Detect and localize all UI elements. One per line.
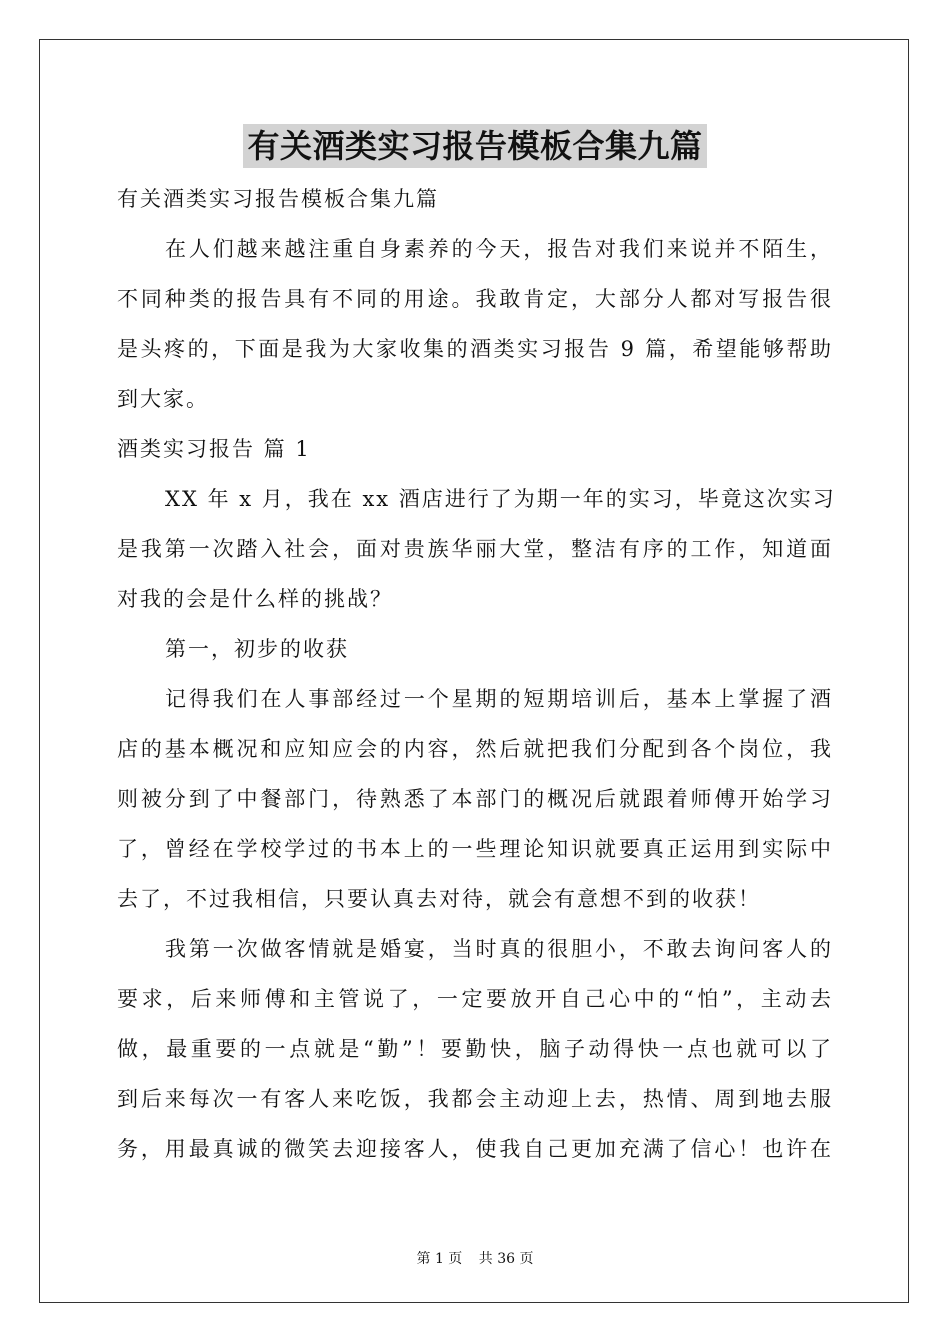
subsection-heading: 第一，初步的收获 <box>165 637 349 661</box>
page-number-current: 第 1 页 <box>416 1251 463 1267</box>
paragraph-line: 不同种类的报告具有不同的用途。我敢肯定，大部分人都对写报告很 <box>117 287 833 311</box>
paragraph-line: 记得我们在人事部经过一个星期的短期培训后，基本上掌握了酒 <box>165 687 833 711</box>
paragraph-line: 是头疼的，下面是我为大家收集的酒类实习报告 9 篇，希望能够帮助 <box>117 337 833 361</box>
title-wrap <box>0 124 950 168</box>
paragraph-line: 在人们越来越注重自身素养的今天，报告对我们来说并不陌生， <box>165 237 833 261</box>
paragraph-line: 务，用最真诚的微笑去迎接客人，使我自己更加充满了信心！也许在 <box>117 1137 833 1161</box>
document-title: 有关酒类实习报告模板合集九篇 <box>243 124 706 168</box>
paragraph-line: 则被分到了中餐部门，待熟悉了本部门的概况后就跟着师傅开始学习 <box>117 787 833 811</box>
paragraph-line: 是我第一次踏入社会，面对贵族华丽大堂，整洁有序的工作，知道面 <box>117 537 833 561</box>
section-heading: 酒类实习报告 篇 1 <box>117 437 311 461</box>
paragraph-line: 到后来每次一有客人来吃饭，我都会主动迎上去，热情、周到地去服 <box>117 1087 833 1111</box>
paragraph-line: 去了，不过我相信，只要认真去对待，就会有意想不到的收获！ <box>117 887 761 911</box>
paragraph-line: XX 年 x 月，我在 xx 酒店进行了为期一年的实习，毕竟这次实习 <box>165 487 836 511</box>
paragraph-line: 了，曾经在学校学过的书本上的一些理论知识就要真正运用到实际中 <box>117 837 833 861</box>
paragraph-line: 对我的会是什么样的挑战？ <box>117 587 393 611</box>
paragraph-line: 我第一次做客情就是婚宴，当时真的很胆小，不敢去询问客人的 <box>165 937 833 961</box>
paragraph-line: 到大家。 <box>117 387 209 411</box>
page-footer <box>0 1250 950 1268</box>
paragraph-line: 店的基本概况和应知应会的内容，然后就把我们分配到各个岗位，我 <box>117 737 833 761</box>
subtitle-line: 有关酒类实习报告模板合集九篇 <box>117 187 439 211</box>
paragraph-line: 要求，后来师傅和主管说了，一定要放开自己心中的“怕”，主动去 <box>117 987 833 1011</box>
page-number-total: 共 36 页 <box>478 1251 534 1267</box>
paragraph-line: 做，最重要的一点就是“勤”！要勤快，脑子动得快一点也就可以了 <box>117 1037 833 1061</box>
